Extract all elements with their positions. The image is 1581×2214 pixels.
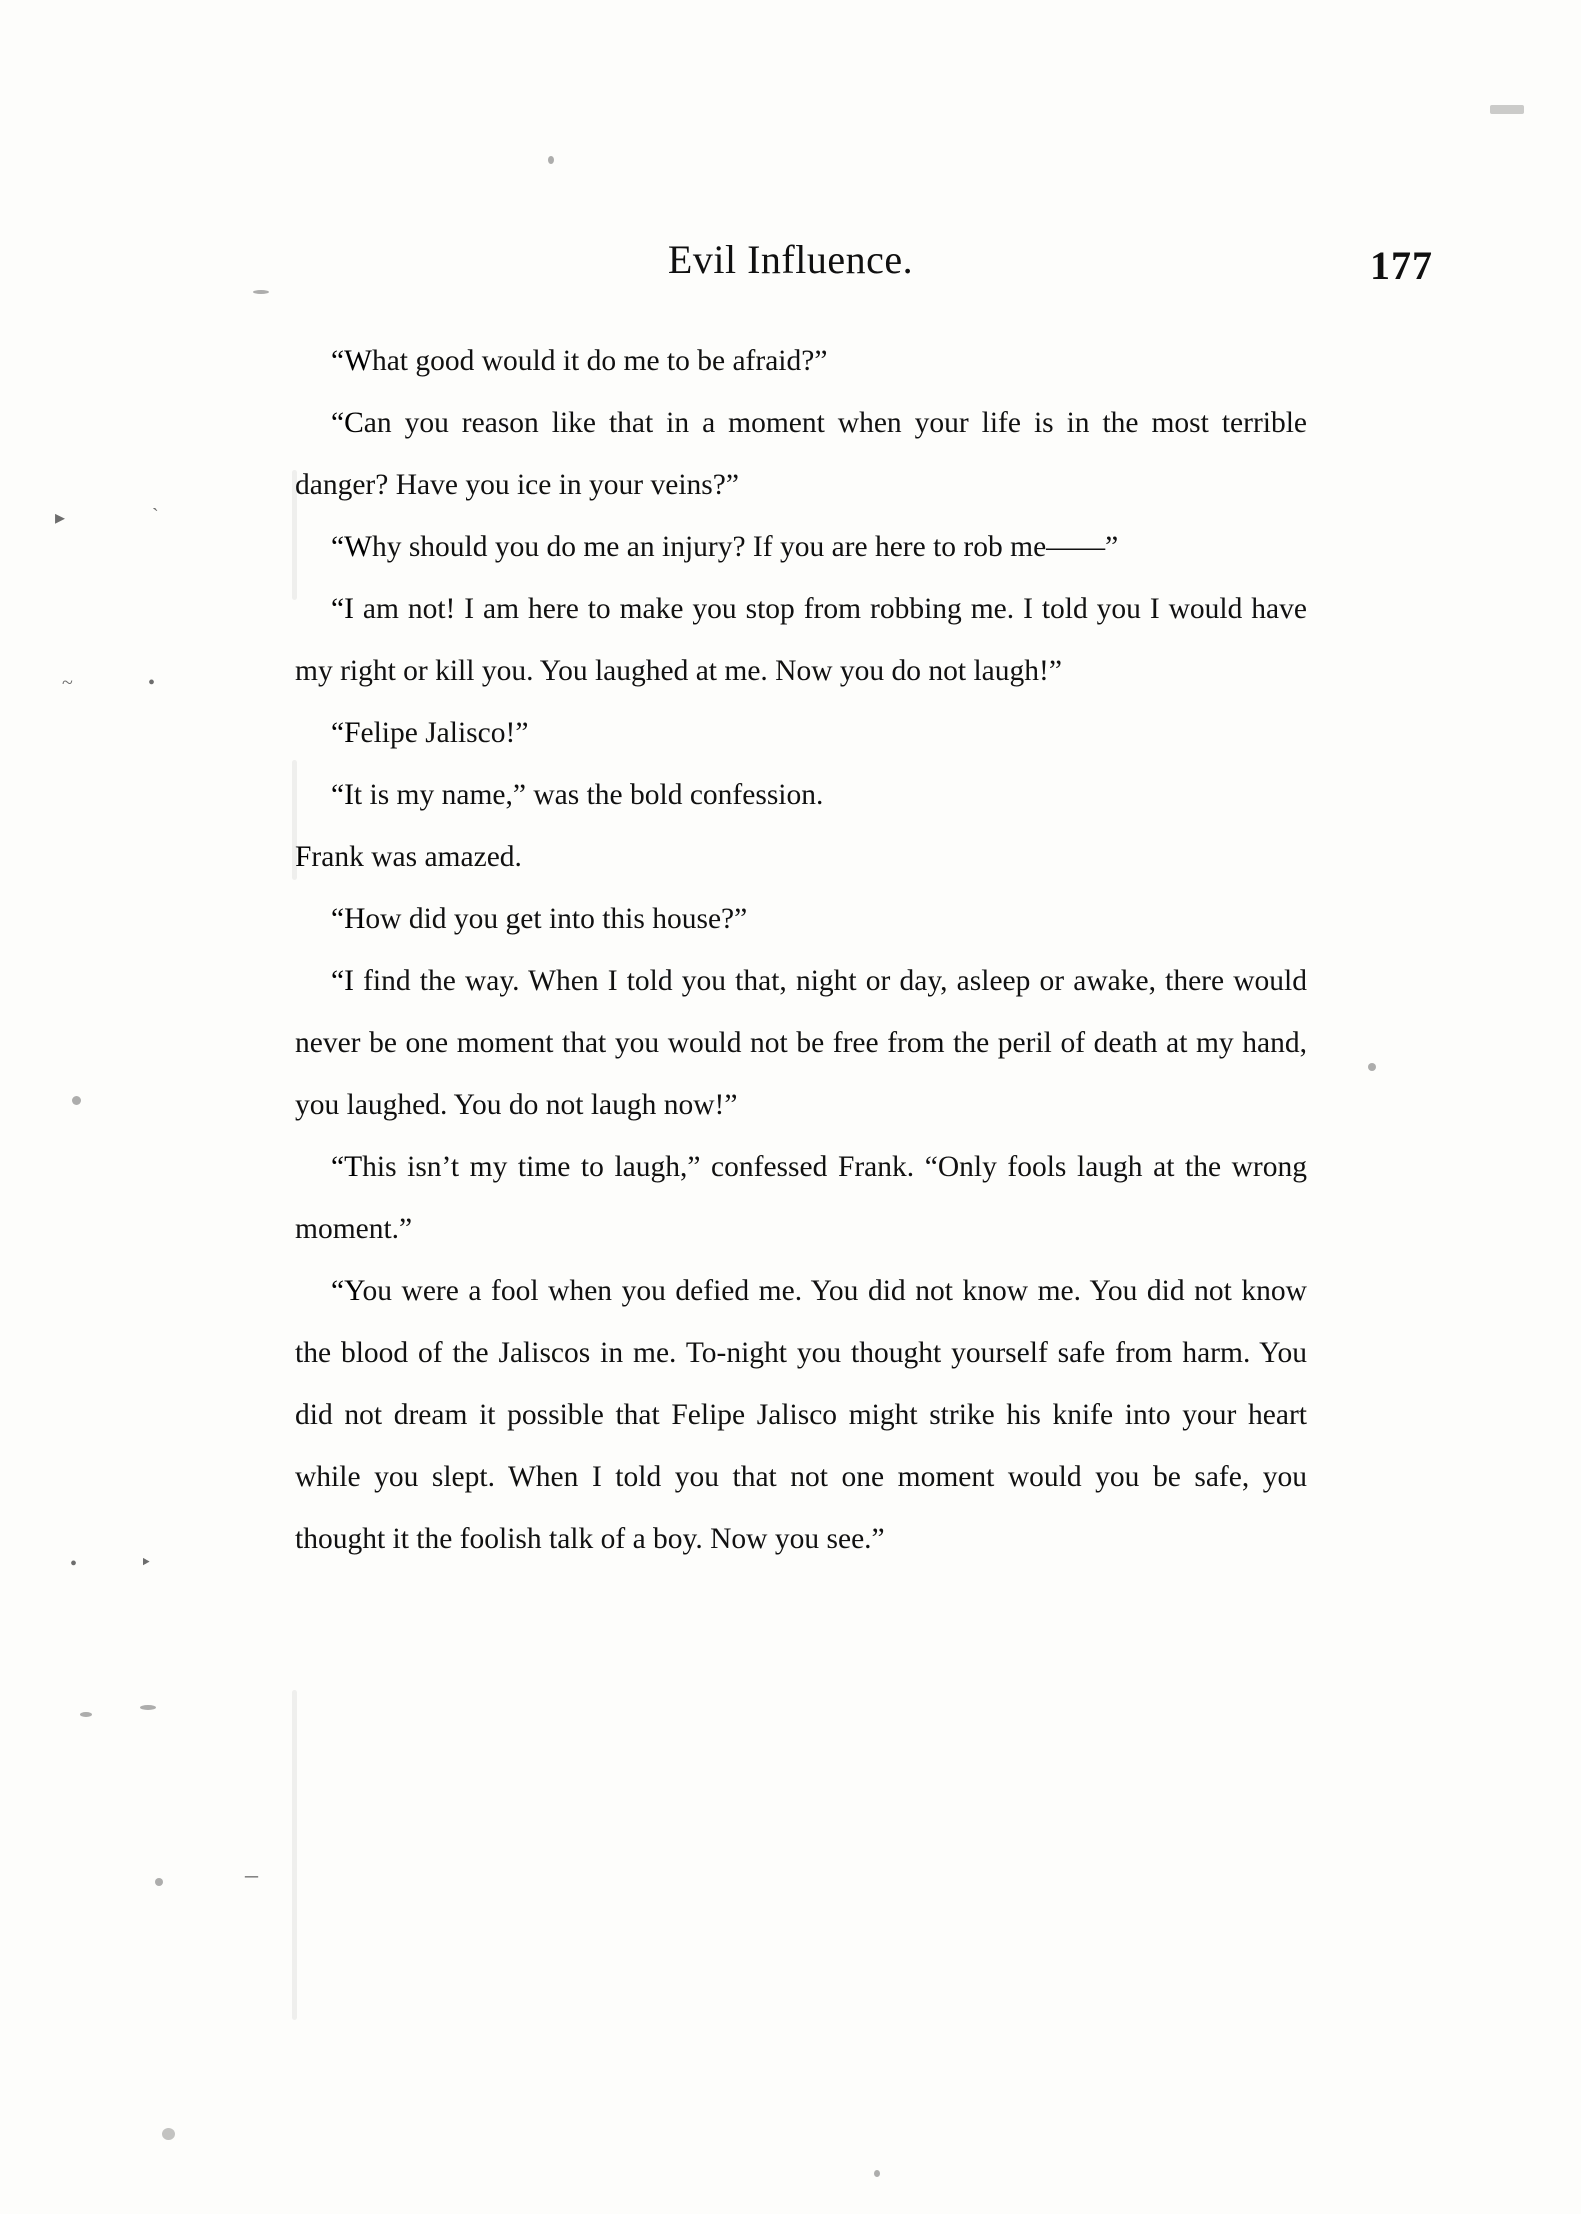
paragraph: “Felipe Jalisco!” (331, 717, 529, 749)
scan-speck (72, 1096, 81, 1105)
page-header (0, 236, 1581, 296)
margin-mark: ‣ (140, 1552, 152, 1574)
paragraph: “This isn’t my time to laugh,” confessed Frank. “Only fools laugh at the wrong moment.” (295, 1151, 1307, 1245)
scan-speck (80, 1712, 92, 1717)
scan-speck (1490, 105, 1524, 114)
margin-mark: ˋ (152, 505, 159, 527)
body-text (295, 330, 1307, 1570)
scan-speck (140, 1705, 156, 1710)
scan-speck (155, 1878, 163, 1886)
paragraph: “Why should you do me an injury? If you are here to rob me——” (331, 531, 1119, 563)
scan-speck (162, 2128, 175, 2140)
margin-mark: ▸ (55, 507, 66, 529)
scan-speck (548, 156, 554, 164)
scan-speck (874, 2170, 880, 2177)
paragraph: “What good would it do me to be afraid?” (331, 345, 828, 377)
paragraph: “How did you get into this house?” (331, 903, 748, 935)
gutter-smudge (292, 760, 297, 880)
paragraph: “You were a fool when you defied me. You did not know me. You did not know the blood of the Jaliscos in me. To-night you thought yourself safe from harm. You did not dream it possible that Felipe Jalisco might strike his knife into your heart while you slept. When I told you that not one moment would you be safe, you thought it the foolish talk of a boy. Now you see.” (295, 1275, 1307, 1555)
margin-mark: • (70, 1553, 78, 1575)
scan-speck (1368, 1063, 1376, 1071)
paragraph: “Can you reason like that in a moment when your life is in the most terrible danger? Have you ice in your veins?” (295, 407, 1307, 501)
paragraph: “It is my name,” was the bold confession. (331, 779, 824, 811)
margin-mark: – (245, 1860, 258, 1889)
paragraph: “I find the way. When I told you that, night or day, asleep or awake, there would never be one moment that you would not be free from the peril of death at my hand, you laughed. You do not laugh now!” (295, 965, 1307, 1121)
paragraph: “I am not! I am here to make you stop from robbing me. I told you I would have my right or kill you. You laughed at me. Now you do not laugh!” (295, 593, 1307, 687)
running-title: Evil Influence. (667, 237, 914, 282)
gutter-smudge (292, 1690, 297, 2020)
paragraph: Frank was amazed. (295, 841, 522, 873)
page-number: 177 (1370, 243, 1433, 288)
margin-mark: ~ (62, 672, 73, 694)
gutter-smudge (292, 470, 297, 600)
margin-mark: • (148, 672, 156, 694)
